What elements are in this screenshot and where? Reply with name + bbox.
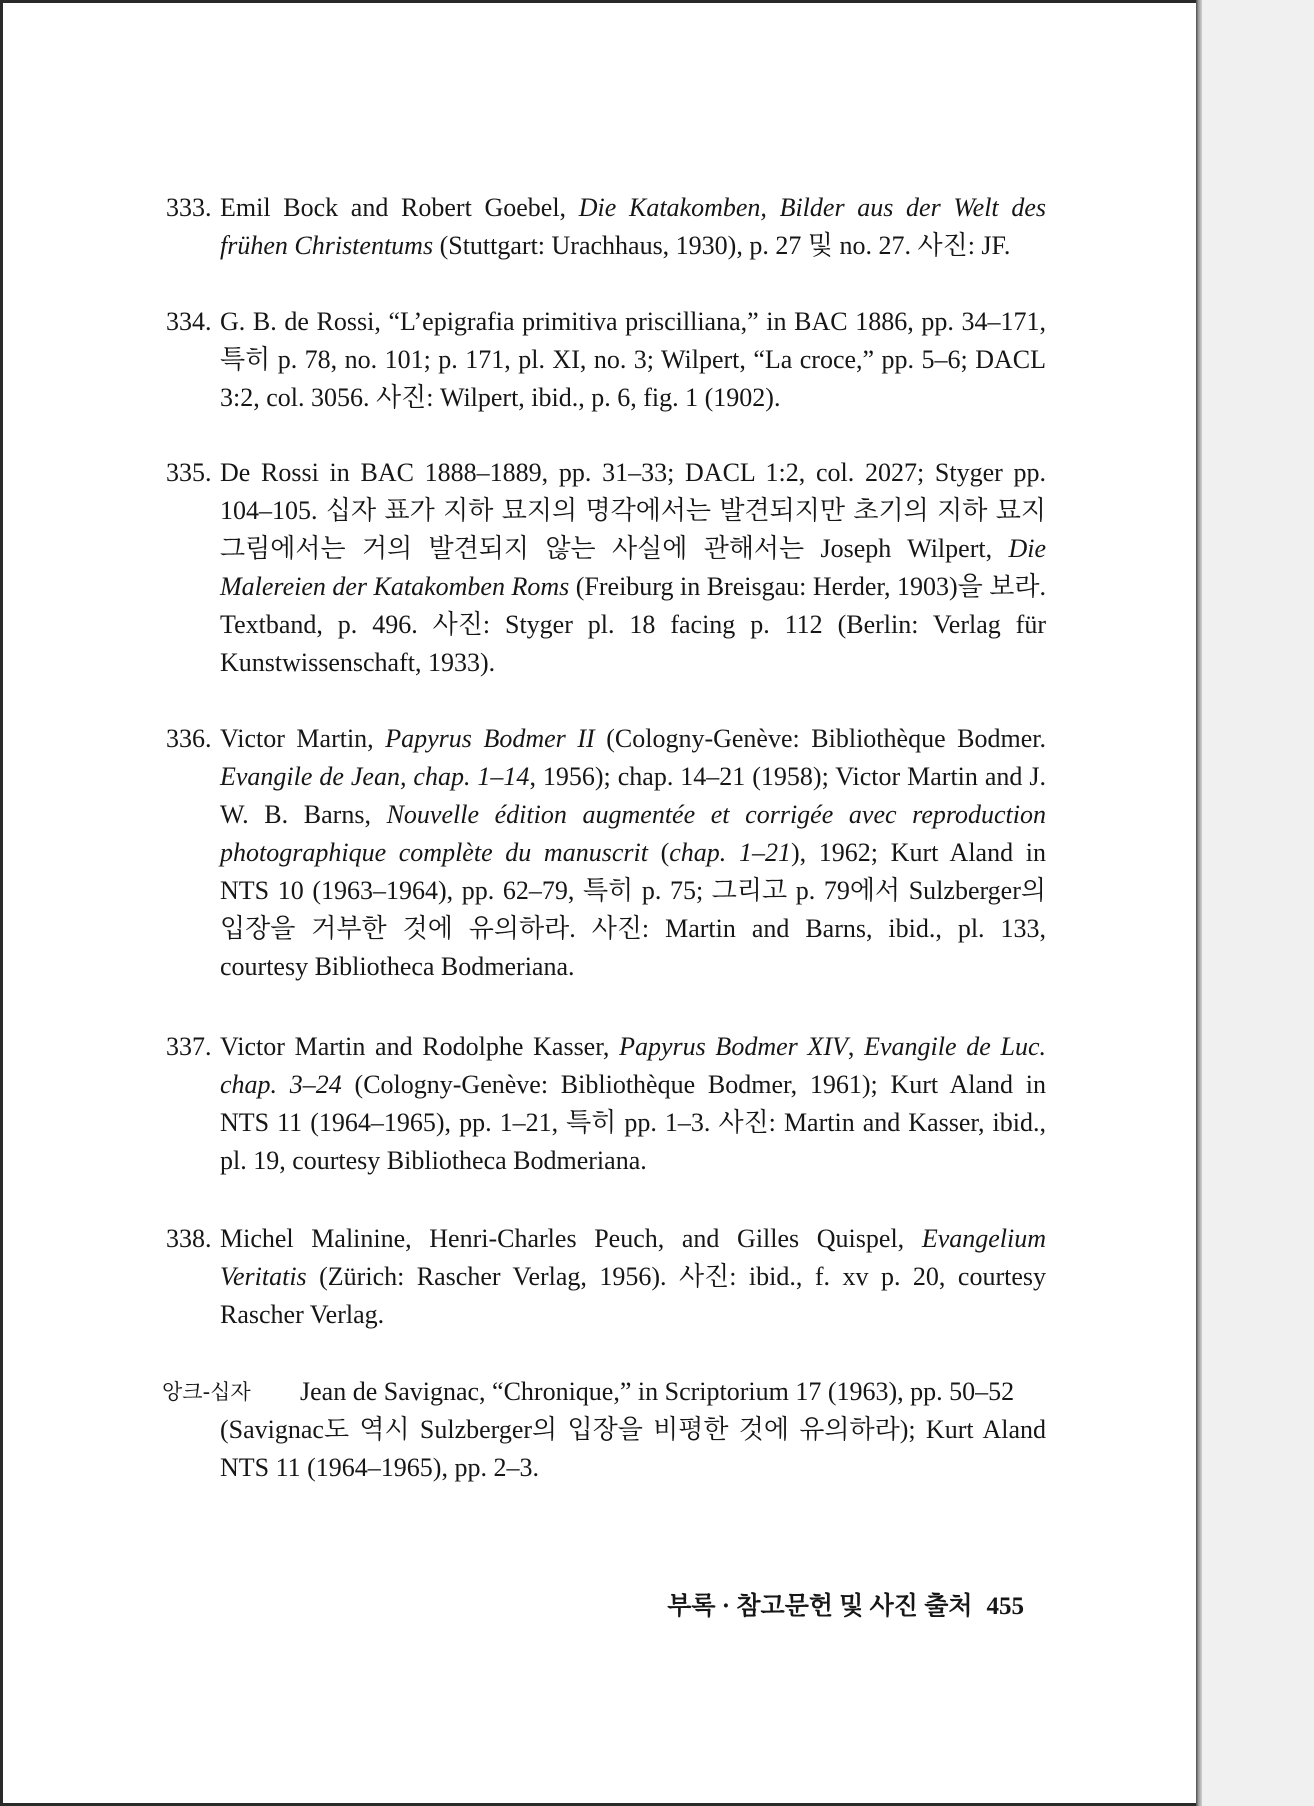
work-title: Papyrus Bodmer II (385, 724, 595, 753)
work-title: Die Katakomben, Bilder aus der Welt des frühen Christentums (220, 193, 1046, 260)
viewer-margin (1202, 0, 1314, 1806)
entry-label: 앙크-십자 (162, 1380, 251, 1404)
entry-number: 333. (166, 193, 212, 222)
reference-entry-336 (166, 720, 1046, 986)
reference-entry-335 (166, 454, 1046, 682)
work-title: Nouvelle édition augmentée et corrigée avec reproduction photographique complète du manuscrit (220, 800, 1046, 867)
reference-entry-ankh-cross (162, 1373, 1046, 1487)
entry-text: Emil Bock and Robert Goebel, Die Katakomben, Bilder aus der Welt des frühen Christentums (Stuttgart: Urachhaus, 1930), p. 27 및 no. 27. 사진: JF. (220, 193, 1046, 260)
entry-text: Victor Martin and Rodolphe Kasser, Papyrus Bodmer XIV, Evangile de Luc. chap. 3–24 (Cologny-Genève: Bibliothèque Bodmer, 1961); Kurt Aland in NTS 11 (1964–1965), pp. 1–21, 특히 pp. 1–3. 사진: Martin and Kasser, ibid., pl. 19, courtesy Bibliotheca Bodmeriana. (220, 1032, 1046, 1175)
reference-entry-333 (166, 189, 1046, 265)
entry-number: 334. (166, 307, 212, 336)
work-title: Papyrus Bodmer XIV (619, 1032, 848, 1061)
entry-number: 338. (166, 1224, 212, 1253)
reference-entry-337 (166, 1028, 1046, 1180)
reference-entry-334 (166, 303, 1046, 417)
entry-number: 337. (166, 1032, 212, 1061)
footer-title: 부록 · 참고문헌 및 사진 출처 (667, 1593, 973, 1620)
entry-text: Michel Malinine, Henri-Charles Peuch, and Gilles Quispel, Evangelium Veritatis (Zürich: Rascher Verlag, 1956). 사진: ibid., f. xv p. 20, courtesy Rascher Verlag. (220, 1224, 1046, 1329)
entry-text: Jean de Savignac, “Chronique,” in Scriptorium 17 (1963), pp. 50–52 (Savignac도 역시 Sulzberger의 입장을 비평한 것에 유의하라); Kurt Aland NTS 11 (1964–1965), pp. 2–3. (220, 1377, 1046, 1482)
entry-text: De Rossi in BAC 1888–1889, pp. 31–33; DACL 1:2, col. 2027; Styger pp. 104–105. 십자 표가 지하 묘지의 명각에서는 발견되지만 초기의 지하 묘지 그림에서는 거의 발견되지 않는 사실에 관해서는 Joseph Wilpert, Die Malereien der Katakomben Roms (Freiburg in Breisgau: Herder, 1903)을 보라. Textband, p. 496. 사진: Styger pl. 18 facing p. 112 (Berlin: Verlag für Kunstwissenschaft, 1933). (220, 458, 1046, 677)
entry-number: 335. (166, 458, 212, 487)
work-title: Die Malereien der Katakomben Roms (220, 534, 1046, 601)
work-title: Evangile de Jean, chap. 1–14 (220, 762, 530, 791)
running-footer (600, 1586, 1024, 1622)
entry-text: Victor Martin, Papyrus Bodmer II (Cologny-Genève: Bibliothèque Bodmer. Evangile de Jean, chap. 1–14, 1956); chap. 14–21 (1958); Victor Martin and J. W. B. Barns, Nouvelle édition augmentée et corrigée avec reproduction photographique complète du manuscrit (chap. 1–21), 1962; Kurt Aland in NTS 10 (1963–1964), pp. 62–79, 특히 p. 75; 그리고 p. 79에서 Sulzberger의 입장을 거부한 것에 유의하라. 사진: Martin and Barns, ibid., pl. 133, courtesy Bibliotheca Bodmeriana. (220, 724, 1047, 981)
page-number: 455 (986, 1593, 1024, 1620)
work-title: Evangile de Luc. chap. 3–24 (220, 1032, 1046, 1099)
entry-number: 336. (166, 724, 212, 753)
work-title: Evangelium Veritatis (220, 1224, 1046, 1291)
reference-entry-338 (166, 1220, 1046, 1334)
work-title: chap. 1–21 (669, 838, 791, 867)
entry-text: G. B. de Rossi, “L’epigrafia primitiva priscilliana,” in BAC 1886, pp. 34–171, 특히 p. 78, no. 101; p. 171, pl. XI, no. 3; Wilpert, “La croce,” pp. 5–6; DACL 3:2, col. 3056. 사진: Wilpert, ibid., p. 6, fig. 1 (1902). (220, 307, 1046, 412)
